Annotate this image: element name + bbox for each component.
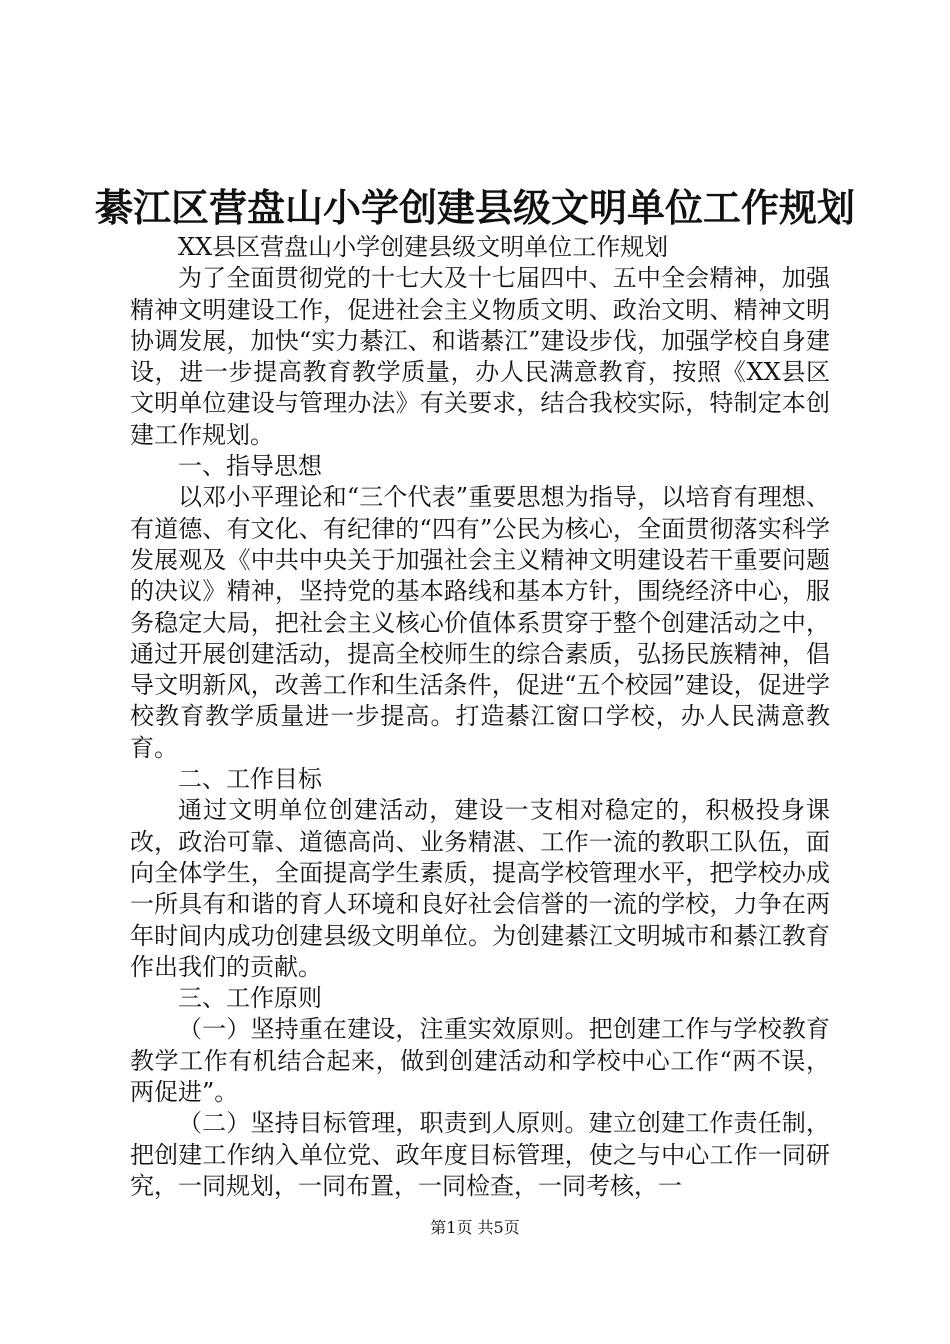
document-title: 綦江区营盘山小学创建县级文明单位工作规划	[94, 185, 855, 230]
principle-two-paragraph: （二）坚持目标管理，职责到人原则。建立创建工作责任制，把创建工作纳入单位党、政年度目标管理，使之与中心工作一同研究，一同规划，一同布置，一同检查，一同考核，一	[130, 1109, 830, 1200]
section-heading-work-principles: 三、工作原则	[178, 984, 322, 1013]
document-body	[130, 232, 830, 1202]
guiding-ideology-paragraph: 以邓小平理论和“三个代表”重要思想为指导，以培育有理想、有道德、有文化、有纪律的“四有”公民为核心，全面贯彻落实科学发展观及《中共中央关于加强社会主义精神文明建设若干重要问题的决议》精神，坚持党的基本路线和基本方针，围绕经济中心，服务稳定大局，把社会主义核心价值体系贯穿于整个创建活动之中，通过开展创建活动，提高全校师生的综合素质，弘扬民族精神，倡导文明新风，改善工作和生活条件，促进“五个校园”建设，促进学校教育教学质量进一步提高。打造綦江窗口学校，办人民满意教育。	[130, 483, 830, 762]
section-heading-work-goals: 二、工作目标	[178, 765, 322, 794]
subtitle-paragraph: XX县区营盘山小学创建县级文明单位工作规划	[178, 233, 669, 261]
principle-one-paragraph: （一）坚持重在建设，注重实效原则。把创建工作与学校教育教学工作有机结合起来，做到创建活动和学校中心工作“两不误，两促进”。	[130, 1015, 830, 1107]
page-footer: 第1页 共5页	[430, 1218, 520, 1237]
section-heading-guiding-ideology: 一、指导思想	[178, 452, 322, 481]
work-goals-paragraph: 通过文明单位创建活动，建设一支相对稳定的，积极投身课改，政治可靠、道德高尚、业务精湛、工作一流的教职工队伍，面向全体学生，全面提高学生素质，提高学校管理水平，把学校办成一所具有和谐的育人环境和良好社会信誉的一流的学校，力争在两年时间内成功创建县级文明单位。为创建綦江文明城市和綦江教育作出我们的贡献。	[130, 796, 830, 981]
intro-paragraph: 为了全面贯彻党的十七大及十七届四中、五中全会精神，加强精神文明建设工作，促进社会主义物质文明、政治文明、精神文明协调发展，加快“实力綦江、和谐綦江”建设步伐，加强学校自身建设，进一步提高教育教学质量，办人民满意教育，按照《XX县区文明单位建设与管理办法》有关要求，结合我校实际，特制定本创建工作规划。	[130, 264, 830, 449]
